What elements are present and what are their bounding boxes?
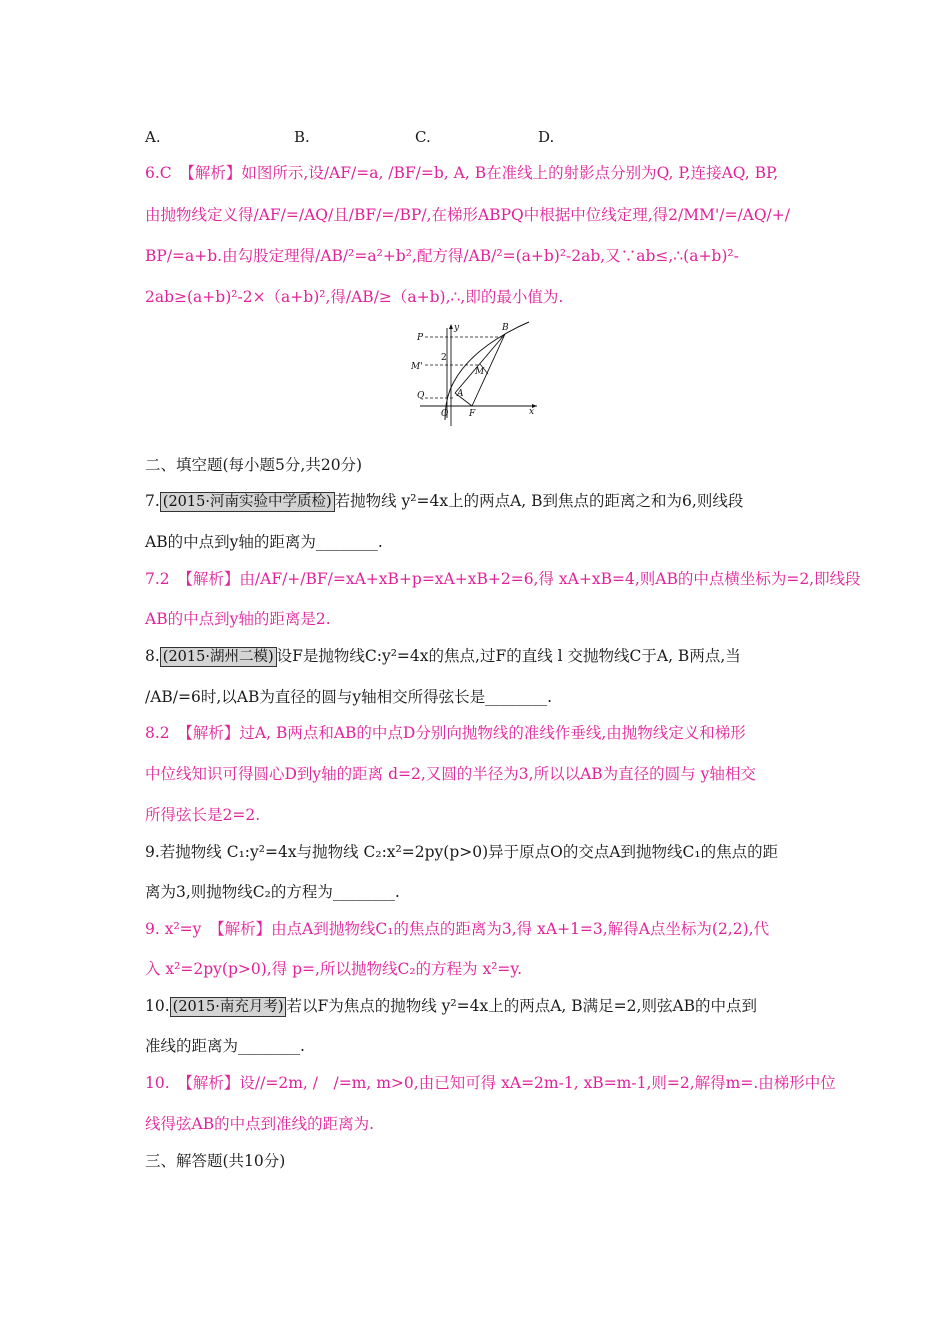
label-m: M [475, 367, 485, 377]
solution6-line2: 由抛物线定义得/AF/=/AQ/且/BF/=/BP/,在梯形ABPQ中根据中位线定理,得2/MM'/=/AQ/+/ [145, 206, 790, 224]
answer8-line1: 8.2 【解析】过A, B两点和AB的中点D分别向抛物线的准线作垂线,由抛物线定义和梯形 [145, 724, 746, 742]
solution6-line4: 2ab≥(a+b)²-2×（a+b)²,得/AB/≥（a+b),∴,即的最小值为. [145, 288, 564, 306]
answer10-line2: 线得弦AB的中点到准线的距离为. [145, 1115, 375, 1133]
answer8-line3: 所得弦长是2=2. [145, 806, 261, 824]
label-m-prime: M' [411, 362, 423, 372]
label-f: F [469, 409, 476, 419]
answer10-line1: 10. 【解析】设//=2m, / /=m, m>0,由已知可得 xA=2m-1, xB=m-1,则=2,解得m=.由梯形中位 [145, 1074, 836, 1092]
solution6-line3: BP/=a+b.由勾股定理得/AB/²=a²+b²,配方得/AB/²=(a+b)²-2ab,又∵ab≤,∴(a+b)²- [145, 247, 739, 265]
question10-line1: 10. (2015·南充月考) 若以F为焦点的抛物线 y²=4x上的两点A, B满足=2,则弦AB的中点到 [145, 997, 758, 1015]
answer7-line1: 7.2 【解析】由/AF/+/BF/=xA+xB+p=xA+xB+2=6,得 xA+xB=4,则AB的中点横坐标为=2,即线段 [145, 570, 861, 588]
option-a: A. [145, 128, 161, 146]
label-y: y [454, 323, 460, 333]
label-a: A [457, 389, 464, 399]
option-b: B. [294, 128, 310, 146]
answer9-line1: 9. x²=y 【解析】由点A到抛物线C₁的焦点的距离为3,得 xA+1=3,解得A点坐标为(2,2),代 [145, 920, 770, 938]
section2-heading: 二、填空题(每小题5分,共20分) [145, 456, 363, 474]
question7-line1: 7. (2015·河南实验中学质检) 若抛物线 y²=4x上的两点A, B到焦点的距离之和为6,则线段 [145, 492, 744, 510]
question8-line1: 8. (2015·湖州二模) 设F是抛物线C:y²=4x的焦点,过F的直线 l 交抛物线C于A, B两点,当 [145, 647, 741, 665]
solution6-line1: 6.C 【解析】如图所示,设/AF/=a, /BF/=b, A, B在准线上的射影点分别为Q, P,连接AQ, BP, [145, 164, 779, 182]
section3-heading: 三、解答题(共10分) [145, 1152, 286, 1170]
label-o: O [441, 409, 449, 419]
question10-source-tag: (2015·南充月考) [170, 997, 287, 1017]
question8-line2: /AB/=6时,以AB为直径的圆与y轴相交所得弦长是________. [145, 688, 553, 706]
parabola-diagram [405, 318, 545, 428]
answer9-line2: 入 x²=2py(p>0),得 p=,所以抛物线C₂的方程为 x²=y. [145, 960, 523, 978]
question7-text1: 若抛物线 y²=4x上的两点A, B到焦点的距离之和为6,则线段 [334, 492, 744, 510]
question8-text1: 设F是抛物线C:y²=4x的焦点,过F的直线 l 交抛物线C于A, B两点,当 [276, 647, 741, 665]
question7-source-tag: (2015·河南实验中学质检) [160, 492, 335, 512]
question10-text1: 若以F为焦点的抛物线 y²=4x上的两点A, B满足=2,则弦AB的中点到 [286, 997, 758, 1015]
answer8-line2: 中位线知识可得圆心D到y轴的距离 d=2,又圆的半径为3,所以以AB为直径的圆与 y轴相交 [145, 765, 756, 783]
question8-source-tag: (2015·湖州二模) [160, 647, 277, 667]
label-p: P [417, 333, 424, 343]
parabola-figure [405, 318, 545, 428]
label-b: B [502, 323, 509, 333]
label-q: Q [417, 391, 425, 401]
question10-line2: 准线的距离为________. [145, 1037, 305, 1055]
question9-line1: 9.若抛物线 C₁:y²=4x与抛物线 C₂:x²=2py(p>0)异于原点O的交点A到抛物线C₁的焦点的距 [145, 843, 779, 861]
label-x: x [529, 407, 535, 417]
label-2: 2 [441, 353, 447, 363]
answer-options [145, 128, 745, 150]
option-d: D. [538, 128, 555, 146]
option-c: C. [415, 128, 431, 146]
question9-line2: 离为3,则抛物线C₂的方程为________. [145, 883, 400, 901]
answer7-line2: AB的中点到y轴的距离是2. [145, 610, 331, 628]
question7-line2: AB的中点到y轴的距离为________. [145, 533, 383, 551]
